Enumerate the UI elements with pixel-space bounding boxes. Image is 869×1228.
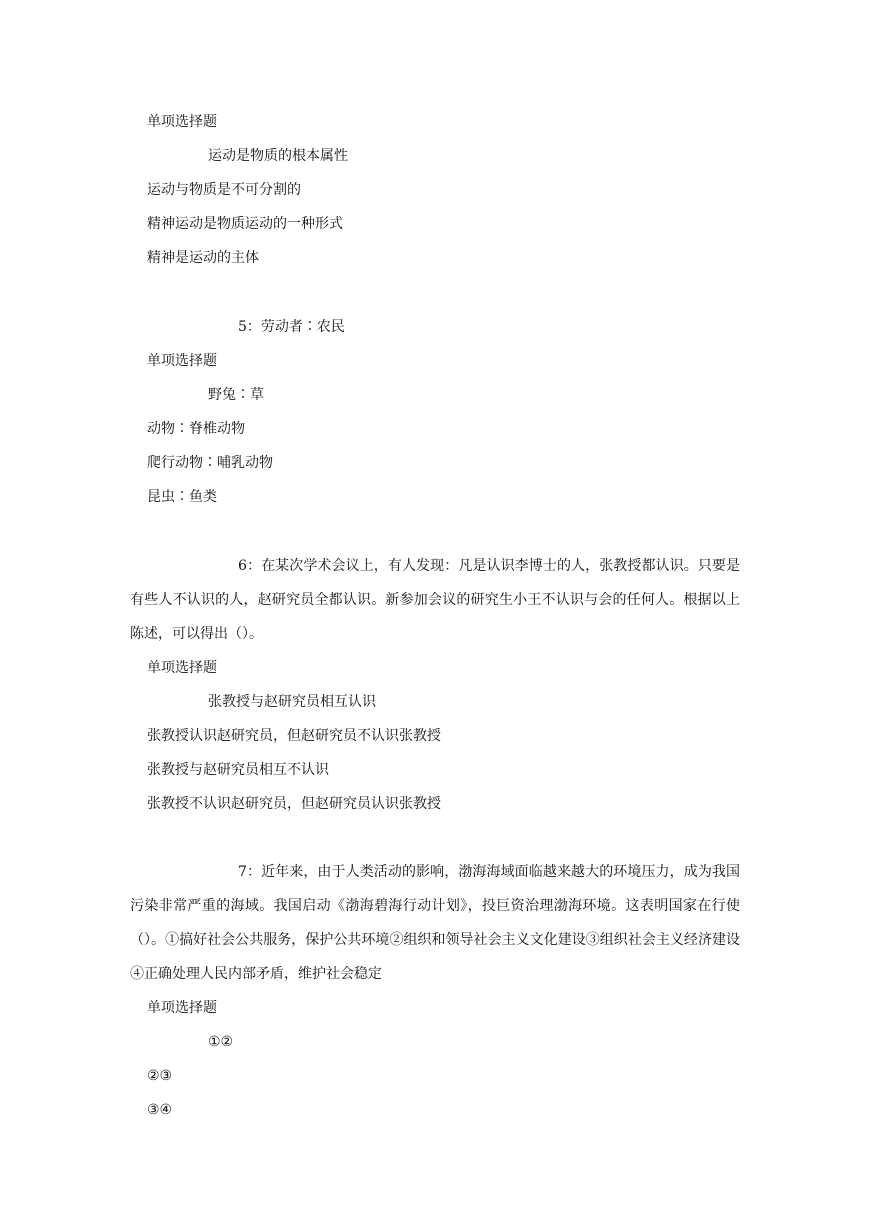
option-b: 动物∶脊椎动物 [147,421,245,437]
question-type-label: 单项选择题 [147,114,217,130]
question-stem: 5：劳动者∶农民 [238,319,345,335]
option-a: 运动是物质的根本属性 [208,148,348,164]
option-a: 野兔∶草 [208,387,264,403]
option-d: 张教授不认识赵研究员，但赵研究员认识张教授 [147,796,441,812]
option-b: ②③ [147,1068,173,1084]
option-c: 爬行动物∶哺乳动物 [147,455,273,471]
option-d: 精神是运动的主体 [147,250,259,266]
option-c: 张教授与赵研究员相互不认识 [147,762,329,778]
option-b: 运动与物质是不可分割的 [147,182,301,198]
option-b: 张教授认识赵研究员，但赵研究员不认识张教授 [147,728,441,744]
option-c: 精神运动是物质运动的一种形式 [147,216,343,232]
option-a: 张教授与赵研究员相互认识 [208,694,376,710]
question-type-label: 单项选择题 [147,353,217,369]
question-stem [130,855,740,991]
option-c: ③④ [147,1102,173,1118]
question-type-label: 单项选择题 [147,1000,217,1016]
question-stem-text: 6：在某次学术会议上，有人发现：凡是认识李博士的人，张教授都认识。只要是有些人不认识的人，赵研究员全都认识。新参加会议的研究生小王不认识与会的任何人。根据以上陈述，可以得出（）。 [130,558,740,642]
question-type-label: 单项选择题 [147,660,217,676]
option-a: ①② [208,1034,234,1050]
option-d: 昆虫∶鱼类 [147,489,217,505]
question-stem [130,549,740,651]
question-stem-text: 7：近年来，由于人类活动的影响，渤海海域面临越来越大的环境压力，成为我国污染非常严重的海域。我国启动《渤海碧海行动计划》，投巨资治理渤海环境。这表明国家在行使（）。①搞好社会公共服务，保护公共环境②组织和领导社会主义文化建设③组织社会主义经济建设④正确处理人民内部矛盾，维护社会稳定 [130,864,740,982]
